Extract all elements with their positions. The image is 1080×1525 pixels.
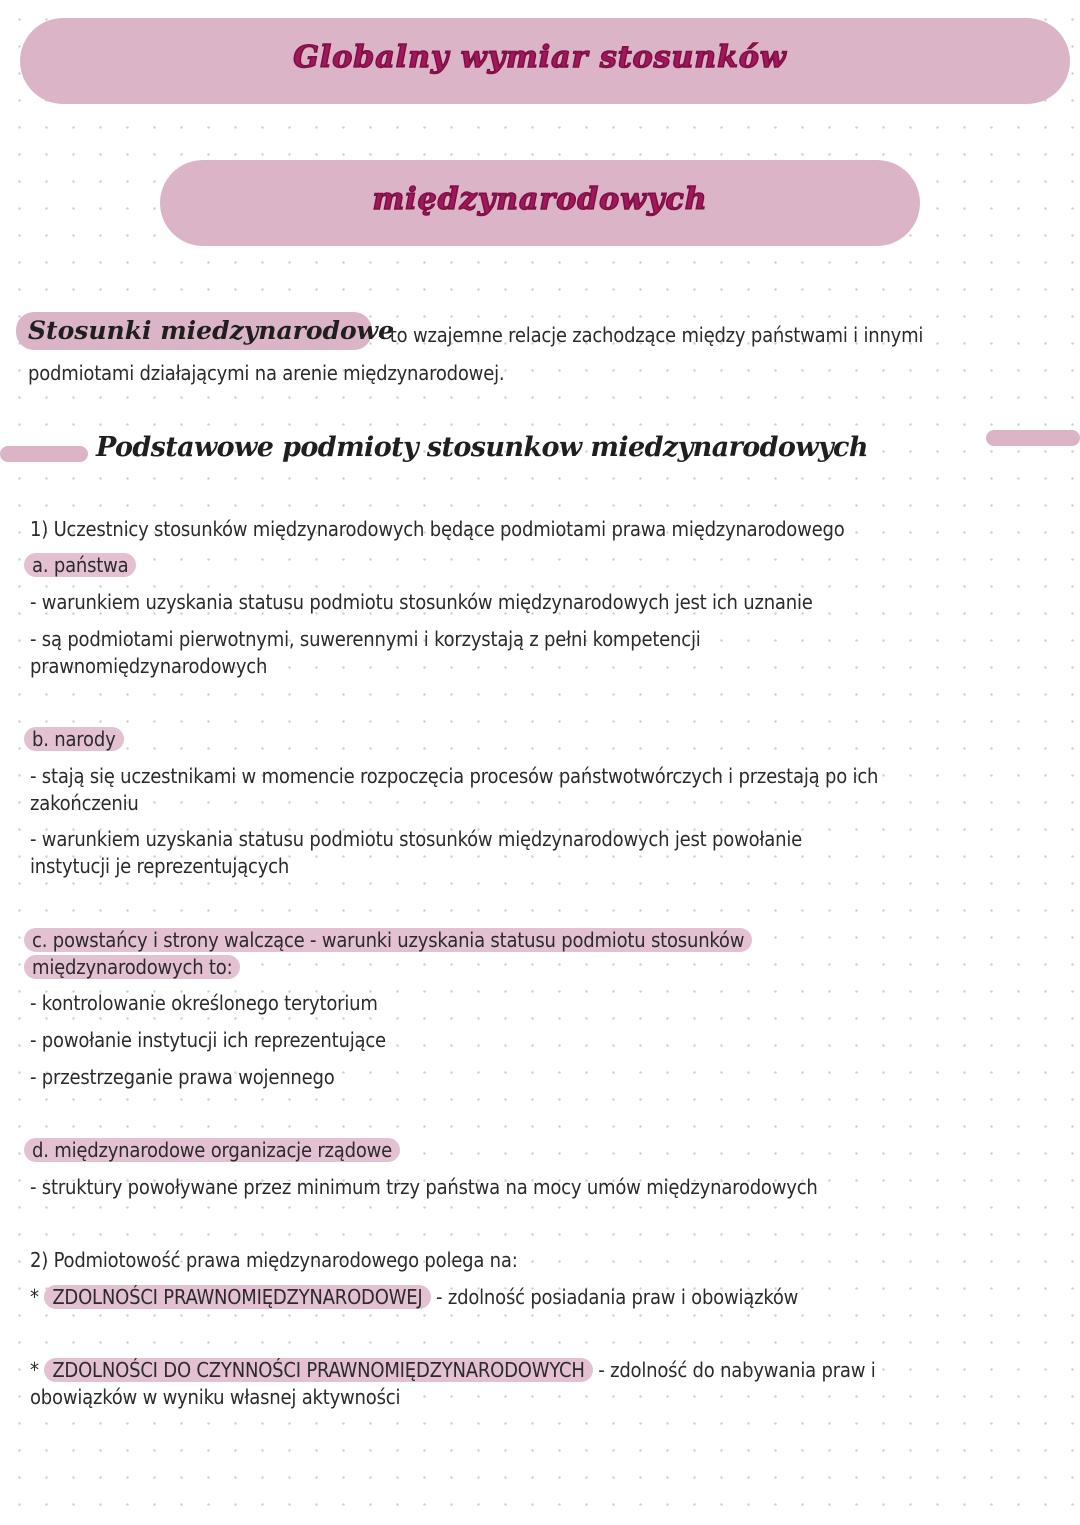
subpoint-a-label: a. państwa: [24, 553, 136, 577]
subpoint-c-label-line-2: międzynarodowych to:: [24, 955, 240, 979]
heading-bar-right: [986, 430, 1080, 446]
point2-item2-desc-line-2: obowiązków w wyniku własnej aktywności: [30, 1385, 401, 1409]
point2-item1-term: ZDOLNOŚCI PRAWNOMIĘDZYNARODOWEJ: [44, 1285, 430, 1309]
point1-heading: 1) Uczestnicy stosunków międzynarodowych będące podmiotami prawa międzynarodowego: [30, 517, 845, 541]
point2-item2-term: ZDOLNOŚCI DO CZYNNOŚCI PRAWNOMIĘDZYNARODOWYCH: [44, 1358, 592, 1382]
subpoint-b-bullet-1-line-2: zakończeniu: [30, 791, 139, 815]
definition-term: Stosunki miedzynarodowe: [28, 316, 395, 345]
heading-bar-left: [0, 446, 88, 462]
subpoint-b-bullet-1-line-1: - stają się uczestnikami w momencie rozpoczęcia procesów państwotwórczych i przestają po ich: [30, 764, 879, 788]
point2-item2-prefix: *: [30, 1358, 45, 1382]
subpoint-b-bullet-2-line-2: instytucji je reprezentujących: [30, 854, 290, 878]
page-title-line-1: Globalny wymiar stosunków: [293, 40, 787, 75]
subpoint-b-bullet-2-line-1: - warunkiem uzyskania statusu podmiotu stosunków międzynarodowych jest powołanie: [30, 827, 803, 851]
definition-text-line-2: podmiotami działającymi na arenie międzynarodowej.: [28, 361, 505, 385]
subpoint-a-bullet-1: - warunkiem uzyskania statusu podmiotu stosunków międzynarodowych jest ich uznanie: [30, 590, 813, 614]
subpoint-c-label-line-1: c. powstańcy i strony walczące - warunki uzyskania statusu podmiotu stosunków: [24, 928, 752, 952]
point2-item1-desc: - zdolność posiadania praw i obowiązków: [430, 1285, 799, 1309]
point2-heading: 2) Podmiotowość prawa międzynarodowego polega na:: [30, 1248, 518, 1272]
section-heading: Podstawowe podmioty stosunkow miedzynarodowych: [96, 432, 868, 463]
page-title-line-2: międzynarodowych: [372, 182, 708, 217]
subpoint-c-bullet-2: - powołanie instytucji ich reprezentujące: [30, 1028, 386, 1052]
definition-text-line-1: - to wzajemne relacje zachodzące między państwami i innymi: [378, 323, 924, 347]
subpoint-b-label: b. narody: [24, 727, 124, 751]
subpoint-d-label: d. międzynarodowe organizacje rządowe: [24, 1138, 400, 1162]
point2-item1-prefix: *: [30, 1285, 45, 1309]
subpoint-a-bullet-2-line-2: prawnomiędzynarodowych: [30, 654, 268, 678]
subpoint-c-bullet-3: - przestrzeganie prawa wojennego: [30, 1065, 335, 1089]
point2-item2-desc-line-1: - zdolność do nabywania praw i: [592, 1358, 876, 1382]
subpoint-d-bullet-1: - struktury powoływane przez minimum trzy państwa na mocy umów międzynarodowych: [30, 1175, 818, 1199]
subpoint-a-bullet-2-line-1: - są podmiotami pierwotnymi, suwerennymi i korzystają z pełni kompetencji: [30, 627, 701, 651]
subpoint-c-bullet-1: - kontrolowanie określonego terytorium: [30, 991, 378, 1015]
